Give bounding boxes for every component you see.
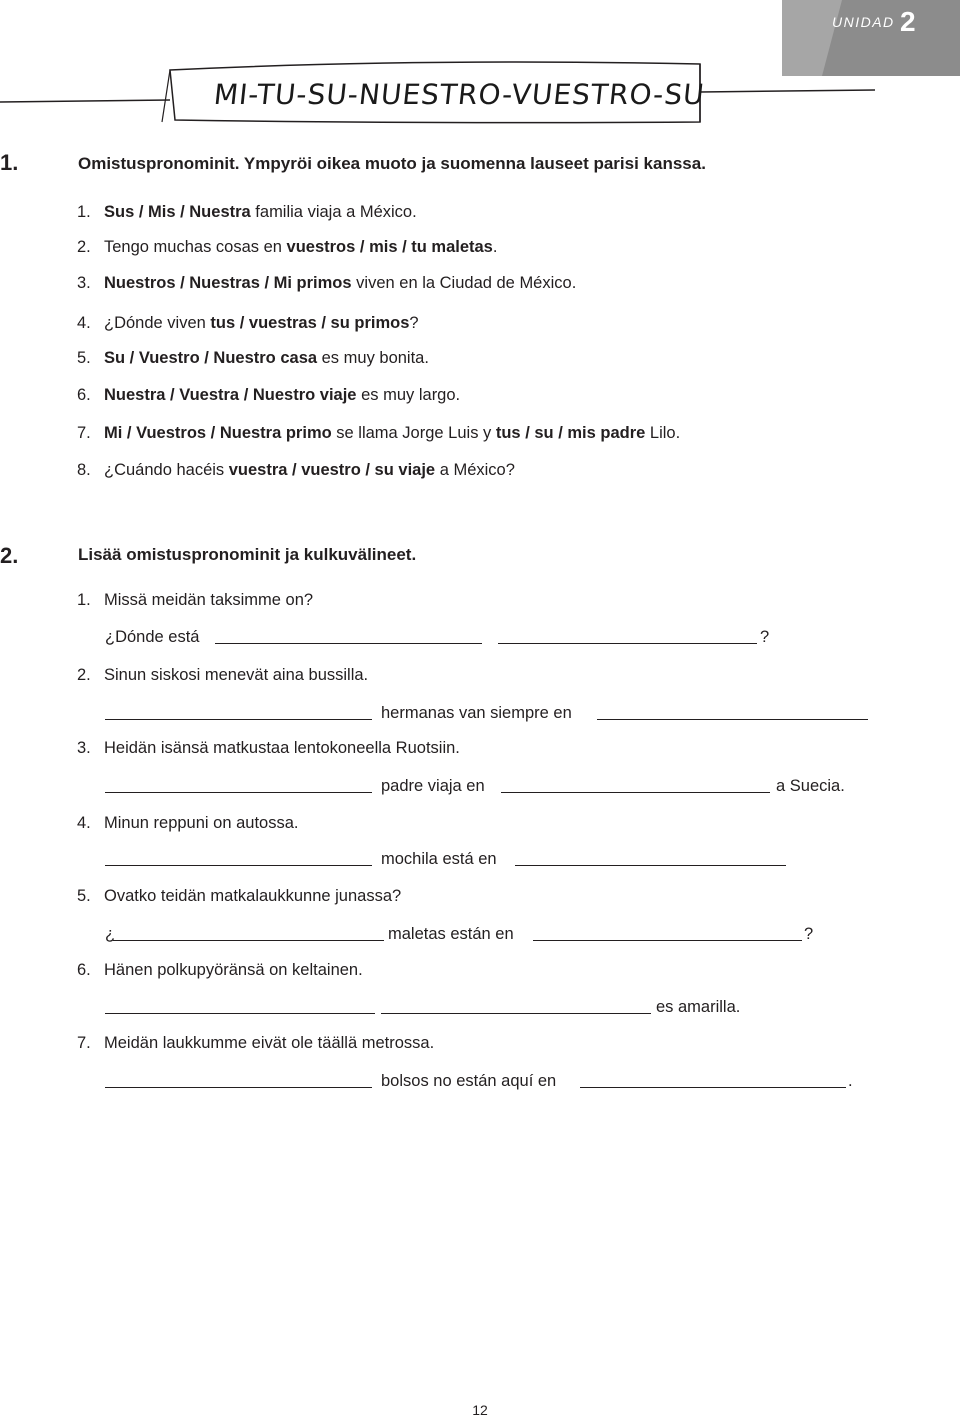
item-choices: Sus / Mis / Nuestra: [104, 203, 251, 221]
exercise-2-prompt: [77, 886, 401, 906]
answer-text: ¿Dónde está: [105, 628, 200, 646]
answer-text: a Suecia.: [776, 777, 845, 795]
item-prompt: Meidän laukkumme eivät ole täällä metrossa.: [104, 1034, 435, 1052]
answer-blank[interactable]: [215, 643, 482, 644]
answer-text: ?: [760, 628, 770, 646]
item-text: Tengo muchas cosas en: [104, 238, 287, 256]
exercise-1-item: [77, 460, 515, 480]
item-text: ¿Cuándo hacéis: [104, 461, 229, 479]
item-number: 5.: [77, 349, 91, 367]
exercise-2-prompt: [77, 665, 368, 685]
item-text: es muy largo.: [356, 386, 461, 404]
answer-blank[interactable]: [498, 643, 757, 644]
item-text: ?: [409, 314, 419, 332]
exercise-2-prompt: [77, 590, 313, 610]
exercise-1-item: [77, 273, 576, 293]
exercise-2-prompt: [77, 738, 460, 758]
item-number: 3.: [77, 739, 91, 757]
answer-text: es amarilla.: [656, 998, 741, 1016]
answer-blank[interactable]: [105, 1013, 375, 1014]
exercise-1-number: 1.: [0, 150, 19, 175]
page-title: MI-TU-SU-NUESTRO-VUESTRO-SU: [212, 78, 707, 111]
unit-number: 2: [900, 6, 916, 37]
item-number: 1.: [77, 203, 91, 221]
answer-blank[interactable]: [501, 792, 770, 793]
item-prompt: Missä meidän taksimme on?: [104, 591, 314, 609]
answer-blank[interactable]: [113, 940, 384, 941]
answer-blank[interactable]: [105, 792, 372, 793]
item-number: 2.: [77, 666, 91, 684]
item-text: a México?: [435, 461, 515, 479]
answer-text: mochila está en: [381, 850, 497, 868]
unit-label: UNIDAD: [832, 14, 895, 30]
answer-blank[interactable]: [533, 940, 802, 941]
exercise-1-item: [77, 348, 429, 368]
answer-text: .: [848, 1072, 853, 1090]
item-choices: tus / su / mis padre: [495, 424, 646, 442]
item-text: Lilo.: [645, 424, 681, 442]
answer-text: padre viaja en: [381, 777, 485, 795]
item-number: 1.: [77, 591, 91, 609]
answer-blank[interactable]: [515, 865, 786, 866]
item-number: 6.: [77, 961, 91, 979]
item-text: .: [492, 238, 498, 256]
item-prompt: Hänen polkupyöränsä on keltainen.: [104, 961, 363, 979]
item-text: se llama Jorge Luis y: [331, 424, 496, 442]
answer-text: ?: [804, 925, 814, 943]
answer-text: hermanas van siempre en: [381, 704, 572, 722]
answer-text: bolsos no están aquí en: [381, 1072, 557, 1090]
item-number: 4.: [77, 814, 91, 832]
answer-text: maletas están en: [388, 925, 514, 943]
item-prompt: Sinun siskosi menevät aina bussilla.: [104, 666, 369, 684]
exercise-2-number: 2.: [0, 543, 19, 568]
item-number: 3.: [77, 274, 91, 292]
item-number: 2.: [77, 238, 91, 256]
answer-blank[interactable]: [381, 1013, 651, 1014]
item-choices: vuestra / vuestro / su viaje: [228, 461, 436, 479]
answer-blank[interactable]: [597, 719, 868, 720]
item-choices: Nuestra / Vuestra / Nuestro viaje: [104, 386, 357, 404]
answer-text: ¿: [105, 925, 116, 943]
item-number: 7.: [77, 1034, 91, 1052]
answer-blank[interactable]: [105, 1087, 372, 1088]
answer-blank[interactable]: [105, 719, 372, 720]
exercise-1-item: [77, 313, 419, 333]
exercise-1-item: [77, 202, 417, 222]
item-choices: tus / vuestras / su primos: [210, 314, 410, 332]
exercise-2-prompt: [77, 1033, 434, 1053]
item-number: 5.: [77, 887, 91, 905]
item-prompt: Minun reppuni on autossa.: [104, 814, 299, 832]
item-prompt: Heidän isänsä matkustaa lentokoneella Ruotsiin.: [104, 739, 460, 757]
item-choices: Su / Vuestro / Nuestro casa: [104, 349, 318, 367]
item-choices: vuestros / mis / tu maletas: [286, 238, 493, 256]
item-number: 8.: [77, 461, 91, 479]
item-number: 4.: [77, 314, 91, 332]
exercise-2-instruction: Lisää omistuspronominit ja kulkuvälineet.: [78, 545, 417, 564]
item-number: 7.: [77, 424, 91, 442]
answer-blank[interactable]: [105, 865, 372, 866]
exercise-1-item: [77, 423, 680, 443]
exercise-1-item: [77, 385, 460, 405]
item-text: familia viaja a México.: [250, 203, 417, 221]
exercise-2-prompt: [77, 813, 298, 833]
item-text: viven en la Ciudad de México.: [351, 274, 577, 292]
item-choices: Nuestros / Nuestras / Mi primos: [104, 274, 352, 292]
item-number: 6.: [77, 386, 91, 404]
item-text: es muy bonita.: [317, 349, 429, 367]
exercise-1-instruction: Omistuspronominit. Ympyröi oikea muoto ja suomenna lauseet parisi kanssa.: [78, 154, 706, 173]
exercise-1-item: [77, 237, 497, 257]
page-number: 12: [472, 1402, 488, 1418]
item-choices: Mi / Vuestros / Nuestra primo: [104, 424, 332, 442]
item-prompt: Ovatko teidän matkalaukkunne junassa?: [104, 887, 402, 905]
exercise-2-prompt: [77, 960, 363, 980]
answer-blank[interactable]: [580, 1087, 846, 1088]
item-text: ¿Dónde viven: [104, 314, 211, 332]
